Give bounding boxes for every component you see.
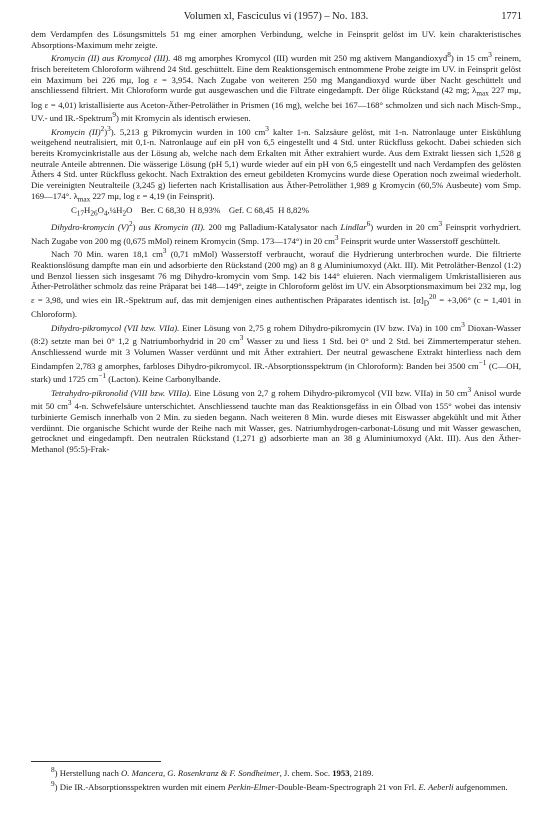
footnote-9: $^9$) Die IR.-Absorptionsspektren wurden mit einem Perkin-Elmer-Double-Beam-Spectrograph 21 von Frl. E. Aeberli aufgenommen. [51,779,508,792]
paragraph-kromycin: Kromycin (II)$^2$)$^3$). 5,213 g Pikromycin wurden in 100 $cm^3$ kalter 1-n. Salzsäure gelöst, mit 1-n. Natronlauge unter Eiskühlung weitgehend neutralisiert, mit 0,1-n. Natronlauge auf ein pH von 6,5 eingestellt und 4 Std. unter Rückfluss gekocht. Dabei schieden sich bereits Kromycinkristalle aus der Lösung ab, welche nach dem Erkalten mit Äther extrahiert wurde. Aus dem Extrakt liessen sich 1,528 g neutrale Anteile abtrennen. Die wässerige Lösung (pH 5,1) wurde wieder auf ein pH von 6,5 eingestellt und nach Verdampfen des gelösten Äthers 4 Std. unter Rückfluss gekocht. Nach Extraktion des erneut gebildeten Kromycins wurde diese Operation noch zweimal wiederholt. Die vereinigten Neutralteile (3,245 g) lieferten nach Kristallisation aus Äther-Petroläther 1,989 g Kromycin (60,5% Ausbeute) vom Smp. 169—174°. $\lambda_{max}$ 227 mμ, log ε = 4,19 (in Feinsprit). [31,124,522,204]
page-number: 1771 [501,11,522,22]
paragraph-dihydro-kromycin: Dihydro-kromycin $(V)^2$) aus Kromycin (II). 200 mg Palladium-Katalysator nach Lindlar$^6$) wurden in 20 $cm^3$ Feinsprit vorhydriert. Nach Zugabe von 200 mg (0,675 mMol) reinem Kromycin (Smp. 173—174°) in 20 $cm^3$ Feinsprit wurde unter Wasserstoff geschüttelt. [31,220,521,246]
paragraph-dihydro-pikromycol: Dihydro-pikromycol (VII bzw. VIIa). Einer Lösung von 2,75 g rohem Dihydro-pikromycin (IV bzw. IVa) in 100 $cm^3$ Dioxan-Wasser (8:2) setzte man bei 0° 1,2 g Natriumborhydrid in 20 $cm^3$ Wasser zu und liess 1 Std. bei 0° und 2 Std. bei Zimmertemperatur stehen. Anschliessend wurde mit 3 Volumen Wasser verdünnt und mit Äther extrahiert. Der neutral gewaschene Extrakt hinterliess nach dem Eindampfen 2,783 g amorphes, farbloses Dihydro-pikromycol. IR.-Absorptionsspektrum (in Chloroform): Banden bei 3500 $cm^{-1}$ (C—OH, stark) und 1725 $cm^{-1}$ (Lacton). Keine Carbonylbande. [31,320,521,385]
running-title: Volumen xl, Fasciculus vi (1957) – No. 183. [183,11,369,22]
paragraph-continuation: dem Verdampfen des Lösungsmittels 51 mg einer amorphen Verbindung, welche in Feinsprit gelöst im UV. kein charakteristisches Absorptions-Maximum mehr zeigte. [31,29,521,50]
footnotes [31,761,521,793]
body-text [31,29,521,454]
footnote-8: $^8$) Herstellung nach O. Mancera, G. Rosenkranz & F. Sondheimer, J. chem. Soc. 1953, 2189. [51,766,374,778]
elemental-analysis: $C_{17}H_{26}O_4,\frac{1}{4}H_2O$ Ber. C 68,30 H 8,93% Gef. C 68,45 H 8,82% [71,204,309,218]
footnote-divider [31,761,161,762]
paragraph-tetrahydro-pikronolid: Tetrahydro-pikronolid (VIII bzw. VIIIa). Eine Lösung von 2,7 g rohem Dihydro-pikromycol (VII bzw. VIIa) in 50 $cm^3$ Anisol wurde mit 50 $cm^3$ 4-n. Schwefelsäure unterschichtet. Anschliessend tauchte man das Reaktionsgefäss in ein Ölbad von 155° wobei das intensiv turbinierte Gemisch innerhalb von 2 Min. zu sieden begann. Nach weiteren 8 Min. wurde dieses mit Eiswasser abgekühlt und mit Äther verdünnt. Die organische Schicht wurde der Reihe nach mit Wasser, ges. Natriumhydrogen-carbonat-Lösung und mit Wasser gewaschen, getrocknet und eingedampft. Den neutralen Rückstand (1,271 g) adsorbierte man an 38 g Aluminiumoxyd (Akt. III). Aus den Äther-Methanol (95:5)-Frak- [31,385,522,454]
paragraph-kromycin-from-kromycol: Kromycin (II) aus Kromycol (III). 48 mg amorphes Kromycol (III) wurden mit 250 mg aktivem Mangandioxyd$^8$) in 15 $cm^3$ reinem, frisch bereitetem Chloroform während 24 Std. geschüttelt. Eine dem Reaktionsgemisch entnommene Probe zeigte im UV. in Feinsprit gelöst ein Maximum bei 226 mμ, log ε = 3,954. Nach Zugabe von weiteren 250 mg Mangandioxyd wurde über Nacht geschüttelt und anschliessend filtriert. Mit Chloroform wurde gut ausgewaschen und die Filtrate eingedampft. Der ölige Rückstand (42 mg; $\lambda_{max}$ 227 mμ, log ε = 4,01) kristallisierte aus Aceton-Äther-Petroläther in Prismen (16 mg), welche bei 167—168° schmolzen und sich nach Misch-Smp., UV.- und IR.-Spektrum$^9$) mit Kromycin als identisch erwiesen. [31,51,522,124]
paragraph-hydrogenation: Nach 70 Min. waren 18,1 $cm^3$ (0,71 mMol) Wasserstoff verbraucht, worauf die Hydrierung unterbrochen wurde. Die filtrierte Reaktionslösung dampfte man ein und adsorbierte den Rückstand (200 mg) an 8 g Aluminiumoxyd (Akt. III). Mit Petroläther-Benzol (1:2) und Benzol liessen sich insgesamt 76 mg Dihydro-kromycin vom Smp. 142 bis 144° eluieren. Nach viermaligem Umkristallisieren aus Äther-Petroläther schmolz das reine Präparat bei 148—149°, zeigte in Chloroform gelöst im UV. ein Absorptionsmaximum bei 232 mμ, log ε = 3,98, und wies ein IR.-Spektrum auf, das mit demjenigen eines authentischen Präparates identisch ist. $[\alpha]_D^{20} = +3,06^\circ$ (c = 1,401 in Chloroform). [31,247,521,320]
running-header [30,9,522,25]
